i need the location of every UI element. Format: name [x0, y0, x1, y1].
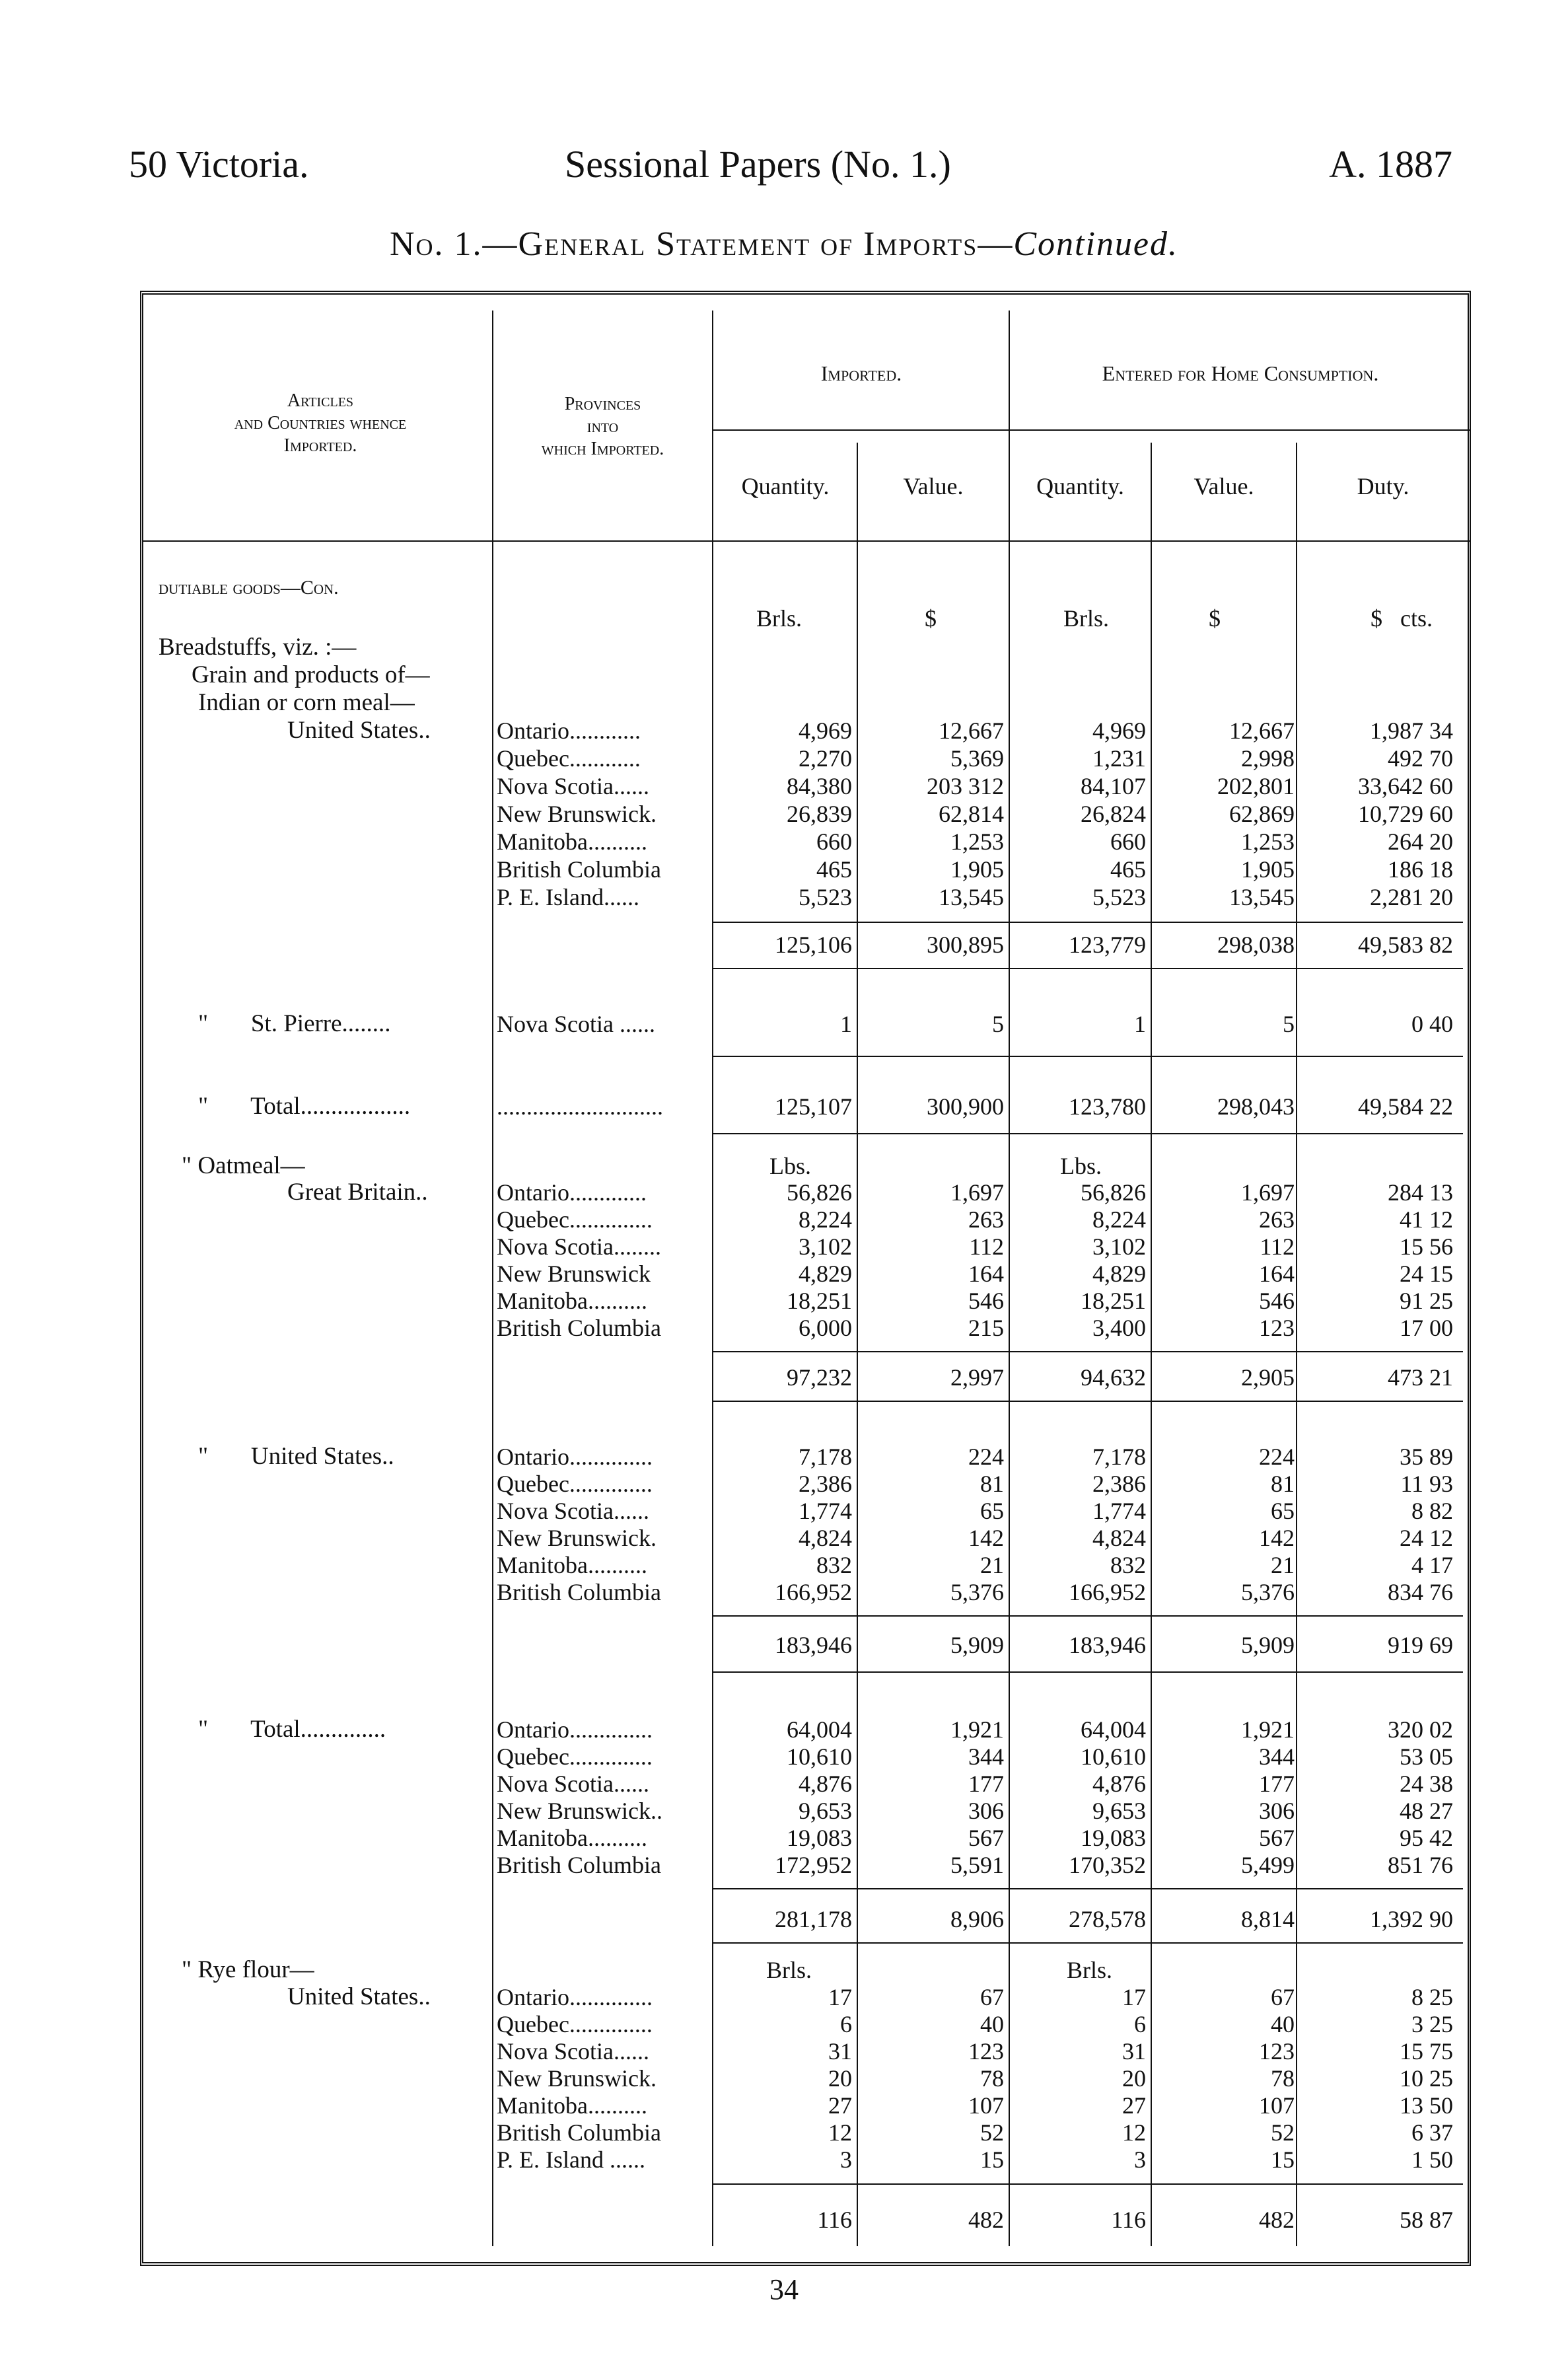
rule-subtotal	[713, 1351, 1463, 1352]
entered-value-total: 298,038	[1217, 932, 1295, 958]
entered-quantity-total: 94,632	[1081, 1364, 1146, 1391]
group-label: " Total..............	[198, 1716, 386, 1743]
unit-label: Brls.	[1067, 1957, 1113, 1983]
rule-subtotal-bottom	[713, 1942, 1463, 1944]
header-duty: Duty.	[1357, 473, 1409, 499]
value-total: 8,906	[950, 1906, 1004, 1932]
entered-quantity-cell: 26,824	[1081, 801, 1146, 827]
province-cell: Nova Scotia ......	[497, 1011, 655, 1037]
unit-entered-quantity: Brls.	[1063, 605, 1110, 632]
entered-quantity-cell: 2,386	[1092, 1471, 1146, 1497]
entered-value-cell: 1,921	[1241, 1716, 1295, 1743]
duty-cell: 15 75	[1400, 2038, 1453, 2065]
value-cell: 224	[968, 1444, 1004, 1470]
rule-subtotal	[713, 1615, 1463, 1617]
province-cell: P. E. Island ......	[497, 2146, 645, 2173]
province-cell: Quebec..............	[497, 1743, 653, 1770]
quantity-cell: 17	[828, 1984, 852, 2010]
quantity-total: 125,106	[775, 932, 852, 958]
group-label: Indian or corn meal—	[198, 689, 415, 716]
unit-label: Lbs.	[769, 1153, 811, 1179]
quantity-cell: 166,952	[775, 1579, 852, 1605]
value-cell: 1,905	[950, 856, 1004, 883]
quantity-cell: 18,251	[787, 1288, 852, 1314]
entered-value-cell: 1,905	[1241, 856, 1295, 883]
province-cell: Nova Scotia......	[497, 1498, 649, 1524]
province-cell: Manitoba..........	[497, 1552, 647, 1578]
entered-value-cell: 1,253	[1241, 828, 1295, 855]
rule-subtotal	[713, 1888, 1463, 1889]
group-label: Great Britain..	[287, 1179, 428, 1206]
duty-cell: 35 89	[1400, 1444, 1453, 1470]
entered-quantity-cell: 6	[1134, 2011, 1146, 2037]
quantity-cell: 4,829	[799, 1261, 852, 1287]
unit-label: Lbs.	[1060, 1153, 1102, 1179]
province-cell: Manitoba..........	[497, 1825, 647, 1851]
province-cell: British Columbia	[497, 1315, 662, 1341]
quantity-cell: 6	[840, 2011, 852, 2037]
value-cell: 78	[980, 2065, 1004, 2092]
entered-value-cell: 344	[1259, 1743, 1295, 1770]
entered-quantity-cell: 1,231	[1092, 745, 1146, 772]
entered-value-cell: 13,545	[1229, 884, 1295, 910]
entered-quantity-cell: 10,610	[1081, 1743, 1146, 1770]
header-provinces-line3: which Imported.	[541, 439, 664, 459]
value-cell: 5,591	[950, 1852, 1004, 1878]
group-label: United States..	[287, 1983, 431, 2010]
duty-cell: 264 20	[1388, 828, 1453, 855]
value-cell: 40	[980, 2011, 1004, 2037]
duty-cell: 15 56	[1400, 1233, 1453, 1260]
duty-total: 58 87	[1400, 2207, 1453, 2233]
duty-cell: 17 00	[1400, 1315, 1453, 1341]
value-cell: 203 312	[927, 773, 1004, 799]
entered-value-cell: 5,499	[1241, 1852, 1295, 1878]
province-cell: Ontario..............	[497, 1984, 653, 2010]
duty-cell: 492 70	[1388, 745, 1453, 772]
entered-value-cell: 2,998	[1241, 745, 1295, 772]
rule-subtotal	[713, 922, 1463, 923]
duty-cell: 11 93	[1400, 1471, 1453, 1497]
section-label: dutiable goods—Con.	[159, 577, 339, 599]
quantity-cell: 12	[828, 2119, 852, 2146]
quantity-cell: 26,839	[787, 801, 852, 827]
province-cell: Manitoba..........	[497, 2092, 647, 2119]
duty-total: 919 69	[1388, 1632, 1453, 1658]
rule-col-3	[857, 443, 858, 2246]
title-main: No. 1.—General Statement of Imports—	[390, 225, 1014, 263]
province-cell: British Columbia	[497, 1852, 662, 1878]
province-cell: Ontario.............	[497, 1179, 647, 1206]
entered-value-cell: 142	[1259, 1525, 1295, 1551]
entered-quantity-cell: 1,774	[1092, 1498, 1146, 1524]
duty-cell: 53 05	[1400, 1743, 1453, 1770]
group-label: United States..	[287, 717, 431, 744]
entered-quantity-cell: 27	[1122, 2092, 1146, 2119]
value-cell: 65	[980, 1498, 1004, 1524]
duty-cell: 4 17	[1411, 1552, 1453, 1578]
entered-value-cell: 1,697	[1241, 1179, 1295, 1206]
entered-value-cell: 5,376	[1241, 1579, 1295, 1605]
value-cell: 52	[980, 2119, 1004, 2146]
province-cell: Ontario............	[497, 717, 641, 744]
quantity-cell: 56,826	[787, 1179, 852, 1206]
entered-quantity-cell: 1	[1134, 1011, 1146, 1037]
value-cell: 5,369	[950, 745, 1004, 772]
rule-subtotal	[713, 2183, 1463, 2185]
entered-value-cell: 298,043	[1217, 1093, 1295, 1120]
duty-cell: 851 76	[1388, 1852, 1453, 1878]
province-cell: New Brunswick.	[497, 1525, 657, 1551]
value-cell: 81	[980, 1471, 1004, 1497]
entered-quantity-cell: 166,952	[1069, 1579, 1146, 1605]
entered-quantity-cell: 4,969	[1092, 717, 1146, 744]
quantity-total: 183,946	[775, 1632, 852, 1658]
duty-cell: 8 25	[1411, 1984, 1453, 2010]
entered-value-cell: 177	[1259, 1771, 1295, 1797]
group-label: Breadstuffs, viz. :—	[159, 634, 357, 661]
entered-value-cell: 52	[1271, 2119, 1295, 2146]
quantity-total: 97,232	[787, 1364, 852, 1391]
duty-cell: 33,642 60	[1358, 773, 1453, 799]
province-cell: Quebec............	[497, 745, 641, 772]
value-cell: 177	[968, 1771, 1004, 1797]
quantity-cell: 2,270	[799, 745, 852, 772]
rule-header-group	[712, 429, 1470, 431]
header-provinces-line2: into	[587, 416, 619, 437]
value-cell: 67	[980, 1984, 1004, 2010]
quantity-cell: 832	[816, 1552, 852, 1578]
unit-entered-value: $	[1209, 605, 1221, 632]
entered-quantity-cell: 3,102	[1092, 1233, 1146, 1260]
value-total: 300,895	[927, 932, 1004, 958]
province-cell: British Columbia	[497, 2119, 662, 2146]
rule-subtotal-bottom	[713, 968, 1463, 969]
duty-cell: 91 25	[1400, 1288, 1453, 1314]
duty-cell: 13 50	[1400, 2092, 1453, 2119]
entered-quantity-cell: 4,824	[1092, 1525, 1146, 1551]
duty-cell: 320 02	[1388, 1716, 1453, 1743]
unit-label: Brls.	[766, 1957, 812, 1983]
value-cell: 1,697	[950, 1179, 1004, 1206]
header-entered: Entered for Home Consumption.	[1102, 361, 1379, 385]
rule-subtotal	[713, 1133, 1463, 1134]
rule-col-1	[492, 311, 493, 2246]
duty-cell: 10,729 60	[1358, 801, 1453, 827]
entered-quantity-cell: 17	[1122, 1984, 1146, 2010]
duty-cell: 24 15	[1400, 1261, 1453, 1287]
group-label: " Rye flour—	[182, 1956, 314, 1983]
quantity-cell: 2,386	[799, 1471, 852, 1497]
value-total: 2,997	[950, 1364, 1004, 1391]
entered-value-cell: 123	[1259, 2038, 1295, 2065]
entered-value-cell: 5	[1283, 1011, 1295, 1037]
entered-quantity-cell: 84,107	[1081, 773, 1146, 799]
duty-cell: 186 18	[1388, 856, 1453, 883]
quantity-cell: 465	[816, 856, 852, 883]
entered-quantity-cell: 9,653	[1092, 1798, 1146, 1824]
entered-value-cell: 546	[1259, 1288, 1295, 1314]
province-cell: Nova Scotia......	[497, 773, 649, 799]
duty-cell: 3 25	[1411, 2011, 1453, 2037]
entered-value-total: 482	[1259, 2207, 1295, 2233]
page-title	[0, 225, 1568, 264]
rule-col-4	[1009, 311, 1010, 2246]
header-entered-quantity: Quantity.	[1036, 473, 1124, 499]
value-cell: 12,667	[939, 717, 1004, 744]
entered-quantity-cell: 123,780	[1069, 1093, 1146, 1120]
province-cell: Quebec..............	[497, 1206, 653, 1233]
entered-quantity-cell: 19,083	[1081, 1825, 1146, 1851]
header-provinces	[495, 393, 710, 460]
rule-subtotal	[713, 1056, 1463, 1057]
entered-quantity-cell: 8,224	[1092, 1206, 1146, 1233]
rule-subtotal-bottom	[713, 1401, 1463, 1402]
duty-cell: 6 37	[1411, 2119, 1453, 2146]
entered-quantity-cell: 3	[1134, 2146, 1146, 2173]
header-articles-line3: Imported.	[283, 435, 357, 456]
header-entered-value: Value.	[1194, 473, 1254, 499]
entered-value-cell: 107	[1259, 2092, 1295, 2119]
value-cell: 300,900	[927, 1093, 1004, 1120]
duty-total: 1,392 90	[1370, 1906, 1453, 1932]
entered-value-cell: 112	[1260, 1233, 1295, 1260]
province-cell: Ontario..............	[497, 1716, 653, 1743]
value-total: 482	[968, 2207, 1004, 2233]
header-year: A. 1887	[1329, 143, 1452, 186]
entered-value-cell: 202,801	[1217, 773, 1295, 799]
duty-cell: 8 82	[1411, 1498, 1453, 1524]
unit-duty: $ cts.	[1371, 605, 1433, 632]
entered-quantity-total: 116	[1111, 2207, 1146, 2233]
duty-total: 473 21	[1388, 1364, 1453, 1391]
province-cell: Manitoba..........	[497, 1288, 647, 1314]
value-cell: 123	[968, 2038, 1004, 2065]
quantity-cell: 5,523	[799, 884, 852, 910]
entered-quantity-cell: 5,523	[1092, 884, 1146, 910]
value-cell: 215	[968, 1315, 1004, 1341]
rule-header-bottom	[142, 540, 1470, 542]
value-cell: 306	[968, 1798, 1004, 1824]
value-cell: 164	[968, 1261, 1004, 1287]
entered-quantity-cell: 12	[1122, 2119, 1146, 2146]
province-cell: British Columbia	[497, 1579, 662, 1605]
province-cell: New Brunswick.	[497, 2065, 657, 2092]
value-cell: 107	[968, 2092, 1004, 2119]
entered-quantity-cell: 4,876	[1092, 1771, 1146, 1797]
quantity-total: 116	[817, 2207, 852, 2233]
quantity-cell: 27	[828, 2092, 852, 2119]
value-cell: 13,545	[939, 884, 1004, 910]
quantity-cell: 84,380	[787, 773, 852, 799]
rule-subtotal-bottom	[713, 1671, 1463, 1673]
quantity-cell: 64,004	[787, 1716, 852, 1743]
duty-cell: 2,281 20	[1370, 884, 1453, 910]
header-articles	[152, 390, 489, 457]
header-value: Value.	[903, 473, 964, 499]
value-cell: 567	[968, 1825, 1004, 1851]
entered-value-cell: 263	[1259, 1206, 1295, 1233]
value-cell: 5,376	[950, 1579, 1004, 1605]
entered-quantity-cell: 4,829	[1092, 1261, 1146, 1287]
value-cell: 263	[968, 1206, 1004, 1233]
rule-col-5	[1151, 443, 1152, 2246]
header-articles-line2: and Countries whence	[234, 413, 407, 433]
entered-value-cell: 81	[1271, 1471, 1295, 1497]
unit-value: $	[925, 605, 937, 632]
value-cell: 21	[980, 1552, 1004, 1578]
group-label: " United States..	[198, 1443, 394, 1470]
value-cell: 112	[969, 1233, 1004, 1260]
entered-quantity-cell: 170,352	[1069, 1852, 1146, 1878]
duty-cell: 1,987 34	[1370, 717, 1453, 744]
duty-cell: 284 13	[1388, 1179, 1453, 1206]
value-cell: 1,921	[950, 1716, 1004, 1743]
province-cell: Nova Scotia......	[497, 1771, 649, 1797]
entered-value-cell: 164	[1259, 1261, 1295, 1287]
quantity-cell: 7,178	[799, 1444, 852, 1470]
quantity-cell: 660	[816, 828, 852, 855]
quantity-cell: 1	[840, 1011, 852, 1037]
province-cell: Nova Scotia......	[497, 2038, 649, 2065]
province-cell: Quebec..............	[497, 1471, 653, 1497]
duty-cell: 24 38	[1400, 1771, 1453, 1797]
province-cell: Nova Scotia........	[497, 1233, 661, 1260]
value-cell: 546	[968, 1288, 1004, 1314]
quantity-cell: 4,876	[799, 1771, 852, 1797]
province-cell: Quebec..............	[497, 2011, 653, 2037]
header-session: 50 Victoria.	[129, 143, 309, 186]
value-cell: 15	[980, 2146, 1004, 2173]
entered-quantity-total: 123,779	[1069, 932, 1146, 958]
duty-cell: 95 42	[1400, 1825, 1453, 1851]
duty-cell: 24 12	[1400, 1525, 1453, 1551]
entered-value-cell: 123	[1259, 1315, 1295, 1341]
value-cell: 344	[968, 1743, 1004, 1770]
entered-quantity-cell: 465	[1110, 856, 1146, 883]
title-continued: Continued.	[1013, 225, 1178, 263]
entered-value-cell: 40	[1271, 2011, 1295, 2037]
quantity-cell: 4,969	[799, 717, 852, 744]
entered-quantity-cell: 20	[1122, 2065, 1146, 2092]
quantity-cell: 9,653	[799, 1798, 852, 1824]
value-cell: 142	[968, 1525, 1004, 1551]
province-cell: Manitoba..........	[497, 828, 647, 855]
group-label: " Oatmeal—	[182, 1152, 305, 1179]
entered-quantity-cell: 660	[1110, 828, 1146, 855]
province-cell: New Brunswick..	[497, 1798, 662, 1824]
header-provinces-line1: Provinces	[564, 394, 641, 414]
quantity-cell: 6,000	[799, 1315, 852, 1341]
entered-quantity-cell: 56,826	[1081, 1179, 1146, 1206]
group-label: " Total..................	[198, 1093, 411, 1120]
quantity-cell: 172,952	[775, 1852, 852, 1878]
quantity-cell: 8,224	[799, 1206, 852, 1233]
entered-value-cell: 78	[1271, 2065, 1295, 2092]
province-cell: ............................	[497, 1093, 663, 1120]
entered-quantity-total: 183,946	[1069, 1632, 1146, 1658]
header-imported: Imported.	[820, 361, 902, 385]
entered-value-total: 2,905	[1241, 1364, 1295, 1391]
duty-cell: 49,584 22	[1358, 1093, 1453, 1120]
entered-value-cell: 62,869	[1229, 801, 1295, 827]
quantity-cell: 10,610	[787, 1743, 852, 1770]
duty-cell: 0 40	[1411, 1011, 1453, 1037]
header-articles-line1: Articles	[287, 390, 354, 411]
entered-quantity-cell: 832	[1110, 1552, 1146, 1578]
duty-cell: 10 25	[1400, 2065, 1453, 2092]
quantity-cell: 19,083	[787, 1825, 852, 1851]
province-cell: Ontario..............	[497, 1444, 653, 1470]
entered-value-cell: 306	[1259, 1798, 1295, 1824]
duty-cell: 834 76	[1388, 1579, 1453, 1605]
duty-cell: 1 50	[1411, 2146, 1453, 2173]
page-number: 34	[769, 2273, 799, 2306]
entered-value-cell: 224	[1259, 1444, 1295, 1470]
entered-value-cell: 567	[1259, 1825, 1295, 1851]
quantity-cell: 125,107	[775, 1093, 852, 1120]
entered-value-total: 8,814	[1241, 1906, 1295, 1932]
quantity-cell: 4,824	[799, 1525, 852, 1551]
quantity-cell: 20	[828, 2065, 852, 2092]
value-cell: 1,253	[950, 828, 1004, 855]
province-cell: P. E. Island......	[497, 884, 639, 910]
entered-quantity-cell: 31	[1122, 2038, 1146, 2065]
entered-value-cell: 21	[1271, 1552, 1295, 1578]
duty-total: 49,583 82	[1358, 932, 1453, 958]
entered-quantity-total: 278,578	[1069, 1906, 1146, 1932]
entered-quantity-cell: 7,178	[1092, 1444, 1146, 1470]
entered-value-cell: 67	[1271, 1984, 1295, 2010]
province-cell: New Brunswick	[497, 1261, 651, 1287]
entered-quantity-cell: 3,400	[1092, 1315, 1146, 1341]
province-cell: New Brunswick.	[497, 801, 657, 827]
entered-quantity-cell: 18,251	[1081, 1288, 1146, 1314]
quantity-cell: 3,102	[799, 1233, 852, 1260]
entered-value-total: 5,909	[1241, 1632, 1295, 1658]
group-label: " St. Pierre........	[198, 1010, 391, 1037]
rule-col-2	[712, 311, 713, 2246]
quantity-cell: 1,774	[799, 1498, 852, 1524]
page-header	[0, 142, 1568, 201]
entered-value-cell: 65	[1271, 1498, 1295, 1524]
province-cell: British Columbia	[497, 856, 662, 883]
value-cell: 5	[992, 1011, 1004, 1037]
group-label: Grain and products of—	[192, 661, 430, 688]
quantity-cell: 3	[840, 2146, 852, 2173]
value-total: 5,909	[950, 1632, 1004, 1658]
duty-cell: 41 12	[1400, 1206, 1453, 1233]
entered-value-cell: 15	[1271, 2146, 1295, 2173]
header-quantity: Quantity.	[741, 473, 830, 499]
quantity-total: 281,178	[775, 1906, 852, 1932]
duty-cell: 48 27	[1400, 1798, 1453, 1824]
entered-quantity-cell: 64,004	[1081, 1716, 1146, 1743]
value-cell: 62,814	[939, 801, 1004, 827]
quantity-cell: 31	[828, 2038, 852, 2065]
header-papers: Sessional Papers (No. 1.)	[565, 143, 951, 186]
entered-value-cell: 12,667	[1229, 717, 1295, 744]
rule-col-6	[1296, 443, 1297, 2246]
unit-quantity: Brls.	[756, 605, 802, 632]
